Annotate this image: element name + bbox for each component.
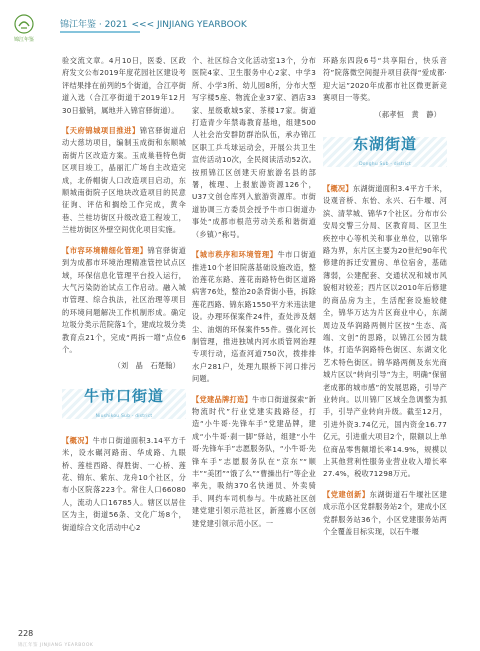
running-header — [60, 17, 247, 30]
section-body: 牛市口街道推进10个老旧院落基础设施改造，整治莲花东路、莲花南路特色街区道路病害76处，整治20条背街小巷，拆除莲花西路、锦东路1550平方米违法建设。办理环保案件24件，查处涉及烟尘、油烟的环保案件55件。强化河长制管理，推进独城内河水质管网治理专项行动，巡查河道750次，拨排排水户281户，处理九眼桥下河口排污问题。 — [192, 250, 316, 384]
author-credit: （刘 晶 石楚翰） — [113, 361, 180, 371]
paragraph — [62, 125, 186, 237]
section-body: 东湖街道石牛堰社区建成示范小区党群服务站2个，建成小区党群服务站36个，小区党建服务站两个全覆盖目标实现，以石牛堰 — [323, 489, 447, 536]
running-header-tag: <<< JINJIANG YEARBOOK — [131, 20, 247, 30]
section-body: 锦官驿街道启动大慈坊项目，编制玉成街和东顺城南街片区改造方案。玉成巢巷特色街区项目竣工，晶丽汇广场自主改造完成，北侨帽街人口改造项目启动，东顺城南街院子区地块改造项目的民意征询、评估和搁绘工作完成，黄伞巷、兰桂坊街区升级改造工程竣工，兰桂坊街区外壁空间优化项目实施。 — [62, 126, 186, 235]
paragraph — [323, 183, 447, 481]
section-body: 牛市口街道探索“新物流时代”行业党建实践路径，打造“小牛哥·先锋车手”党建品牌，建成“小牛哥·刹一脚”驿站，组建“小牛哥·先锋车手”志愿服务队，“小牛哥·先锋车手”志愿服务队在“京东”“顺丰”“美团”“饿了么”“曹操出行”等企业率先，吸纳370名快递员、外卖骑手、网约车司机参与。牛成路社区创建党建引领示范社区，新莲廊小区创建党建引领示范小区。一 — [192, 394, 316, 528]
section-body: 牛市口街道面积3.14平方千米，设水碾河路南、华成路、九眼桥、莲桂西路、得胜街、一心桥、莲花、锦东、紫东、龙舟10个社区，分布小区院落223个。常住人口66080人，流动人口16785人。辖区以居住区为主，街道56条、文化广场8个，街道综合文化活动中心2 — [62, 435, 186, 532]
paragraph: 验交流文章。4月10日，医委、区政府发文公布2019年度花园社区建设考评结果排在前列的5个街道，合江亭街道入选（合江亭街道于2019年12月30日撤销，属地并入锦官驿街道）。 — [62, 56, 186, 115]
section-title: 【党建创新】 — [323, 489, 370, 499]
author-credit: （郝孝恒 黄 静） — [374, 109, 441, 119]
district-subtitle: Donghu Sub - district — [359, 162, 411, 168]
column-1 — [62, 55, 186, 534]
logo-text: 锦江年鉴 — [13, 37, 34, 43]
yearbook-logo-icon — [14, 14, 34, 34]
column-2 — [192, 55, 316, 530]
section-title: 【概况】 — [323, 184, 353, 194]
section-title: 【城市秩序和环境管理】 — [192, 250, 278, 260]
footer-line: 锦江年鉴 JINJIANG YEARBOOK — [18, 643, 94, 648]
section-body: 东湖街道面积3.4平方千米，设观音桥、东怡、永兴、石牛堰、河滨、清苹城、锦华7个社区。分布市公安局交警三分局、区教育局、区卫生疾控中心等机关和事业单位，以锦华路为界，东片区主要为20世纪90年代修建的拆迁安置房、单位宿舍，基础薄弱，公建配套、交通状况和城市风貌相对较差；西片区以2010年后修建的商品房为主，生活配套设施较健全，锦华万达为片区商业中心，东湖周边及华润路两侧片区按“生态、高端、文创”的思路，以锦江公园为载体，打造华润路特色街区、东湖文化艺术特色街区。锦华路两侧及东光商城片区以“转向引导”为主，明确“保留老成都的城市感”的发展思路，引导产业转向。以川锦厂区域全急调整为抓手，引导产业转向升级。截至12月，引进外资3.74亿元，国内资金16.77亿元，引进重大项目2个，限额以上单位商品零售额增长率14.9%，规模以上其他营利性服务业营业收入增长率27.4%，税收71298万元。 — [323, 184, 447, 479]
district-banner — [62, 381, 186, 429]
paragraph — [192, 394, 316, 530]
paragraph — [62, 435, 186, 534]
paragraph: 环路东四段6号“共享阳台，快乐音符”院落微空间提升项目获得“爱成都·迎大运”2020年成都市社区微更新竞赛项目一等奖。 — [323, 56, 447, 103]
header-rule — [60, 31, 140, 33]
district-subtitle: Niushikou Sub - district — [95, 413, 153, 419]
section-title: 【党建品牌打造】 — [192, 394, 253, 404]
paragraph — [323, 489, 447, 539]
page-number: 228 — [18, 629, 34, 638]
section-title: 【市容环境精细化管理】 — [62, 245, 148, 255]
section-title: 【概况】 — [62, 435, 93, 445]
section-body: 锦官驿街道到为成都市环境治理精准管控试点区域，环保信息化管理平台投入运行，大气污染防治试点工作启动。融入城市管理、综合执法，社区治理等项目的环境问题解决工作机制形成。确定垃圾分类示范院落1个，建成垃圾分类教育点21个，完成“两拆一增”点位6个。 — [62, 245, 186, 354]
paragraph — [62, 245, 186, 357]
paragraph — [192, 249, 316, 385]
page-header — [0, 0, 480, 50]
paragraph: 个、社区综合文化活动室13个，分布医院4家、卫生服务中心2家、中学3所、小学3所、幼儿园8所，分布大型写字楼5座、物流企业37家、酒店33家、星级歌城5家、茶楼17家。街道打造青少年禁毒教育基地，组建500人社会治安群防群治队伍，承办锦江区职工乒乓球运动会，开展公共卫生宣传活动10次，全民阅读活动52次。按照锦江区创建天府旅游名县的部署，梳理、上报旅游资源126个，U37文创仓库列入旅游资源库。市街道协调三方委员会授予牛市口街道办事处“成都市根范劳动关系和谐街道（乡镇）”称号。 — [192, 56, 316, 239]
district-name: 东湖街道 — [352, 135, 417, 154]
column-3 — [323, 55, 447, 538]
district-name: 牛市口街道 — [83, 386, 164, 405]
running-header-title: 锦江年鉴 · 2021 — [60, 20, 128, 30]
section-title: 【天府锦城项目推进】 — [62, 126, 140, 136]
district-banner — [323, 129, 447, 177]
